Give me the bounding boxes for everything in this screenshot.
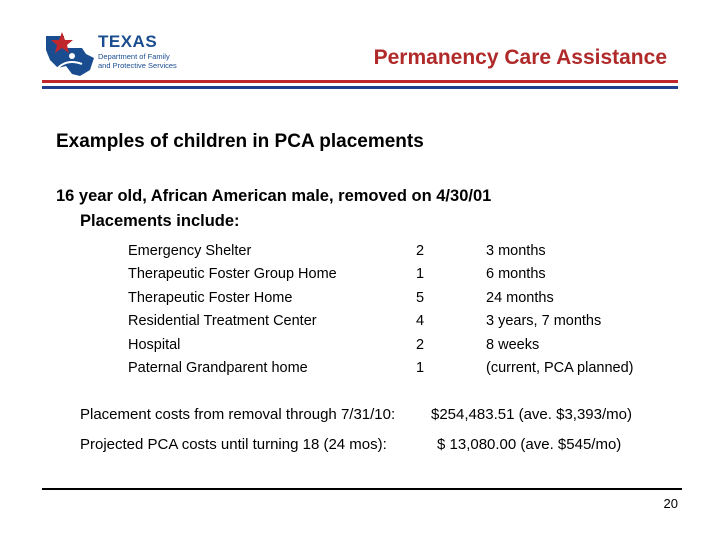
cost-value: $254,483.51 (ave. $3,393/mo) [431,406,632,423]
placement-type: Hospital [128,336,181,353]
placement-type: Emergency Shelter [128,243,252,259]
placement-count: 4 [416,313,425,330]
placement-type: Therapeutic Foster Home [128,289,293,306]
placement-duration: 3 months [486,243,546,259]
figure-head [69,53,75,59]
placement-duration: 3 years, 7 months [486,313,602,330]
texas-state-icon [42,30,98,78]
placement-type: Residential Treatment Center [128,313,317,330]
placement-duration: 24 months [486,289,554,306]
placement-count: 2 [416,336,425,353]
section-heading: Examples of children in PCA placements [56,131,424,152]
placement-count: 2 [416,243,425,259]
page-number: 20 [663,496,678,511]
logo-subtitle-line2: and Protective Services [98,61,177,70]
logo-texas-text: TEXAS [98,32,158,51]
placement-count: 1 [416,266,425,283]
placement-duration: 6 months [486,266,546,283]
placement-duration: 8 weeks [486,336,540,353]
header-rule-blue [42,86,678,89]
footer-rule [42,488,682,490]
placements-label: Placements include: [80,212,240,230]
cost-value: $ 13,080.00 (ave. $545/mo) [437,436,622,453]
placement-count: 1 [416,359,425,376]
header-rule-red [42,80,678,83]
dfps-logo [42,30,182,80]
cost-label: Projected PCA costs until turning 18 (24 mos): [80,436,387,453]
logo-subtitle-line1: Department of Family [98,52,170,61]
placement-type: Paternal Grandparent home [128,359,308,376]
placement-type: Therapeutic Foster Group Home [128,266,337,283]
page-title: Permanency Care Assistance [373,46,667,69]
cost-label: Placement costs from removal through 7/31/10: [80,406,396,423]
logo-subtitle [98,52,188,70]
placement-count: 5 [416,289,425,306]
placement-duration: (current, PCA planned) [486,359,634,376]
case-description: 16 year old, African American male, removed on 4/30/01 [56,187,492,205]
